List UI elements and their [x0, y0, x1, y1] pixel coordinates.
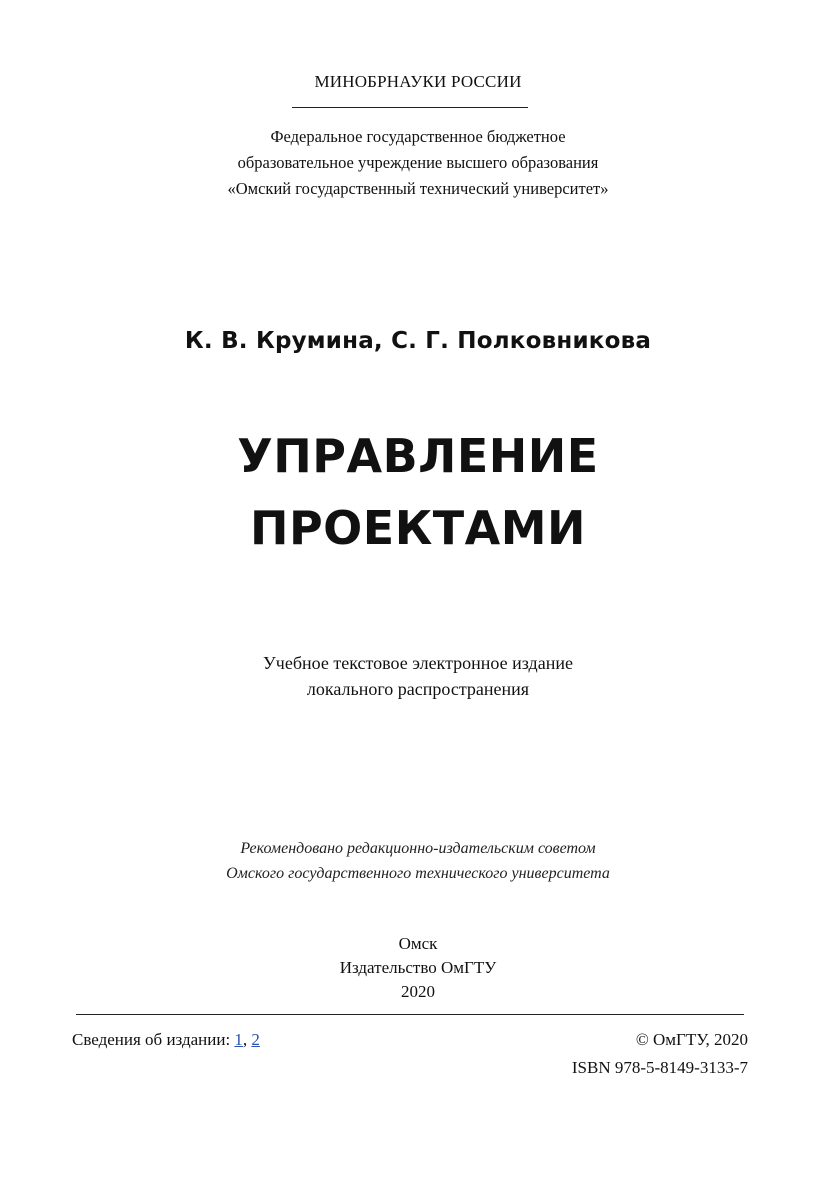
- title-line: ПРОЕКТАМИ: [249, 501, 587, 555]
- edition-type: [0, 650, 836, 702]
- edition-link-1[interactable]: 1: [234, 1030, 243, 1049]
- institution-line: Федеральное государственное бюджетное: [270, 127, 566, 146]
- authors: К. В. Крумина, С. Г. Полковникова: [184, 328, 652, 354]
- edition-link-2[interactable]: 2: [251, 1030, 260, 1049]
- edition-info-label: Сведения об издании:: [72, 1030, 231, 1049]
- imprint-city: Омск: [398, 934, 438, 953]
- ministry-divider: [292, 107, 528, 108]
- ministry-name: МИНОБРНАУКИ РОССИИ: [314, 72, 522, 91]
- title-line: УПРАВЛЕНИЕ: [237, 429, 599, 483]
- copyright: © ОмГТУ, 2020: [635, 1030, 748, 1049]
- isbn: ISBN 978-5-8149-3133-7: [571, 1058, 748, 1077]
- institution-line: образовательное учреждение высшего образования: [237, 153, 599, 172]
- link-separator: ,: [242, 1030, 248, 1049]
- institution-block: [0, 124, 836, 202]
- imprint: [0, 932, 836, 1004]
- edition-info: [72, 1030, 260, 1050]
- book-title: [0, 420, 836, 564]
- edition-line: Учебное текстовое электронное издание: [263, 653, 573, 673]
- imprint-publisher: Издательство ОмГТУ: [339, 958, 497, 977]
- edition-line: локального распространения: [306, 679, 530, 699]
- recommendation-line: Рекомендовано редакционно-издательским советом: [240, 840, 596, 857]
- recommendation-line: Омского государственного технического университета: [226, 865, 610, 882]
- recommendation: [0, 836, 836, 886]
- institution-line: «Омский государственный технический университет»: [227, 179, 609, 198]
- imprint-year: 2020: [401, 982, 435, 1001]
- footer-divider: [76, 1014, 744, 1015]
